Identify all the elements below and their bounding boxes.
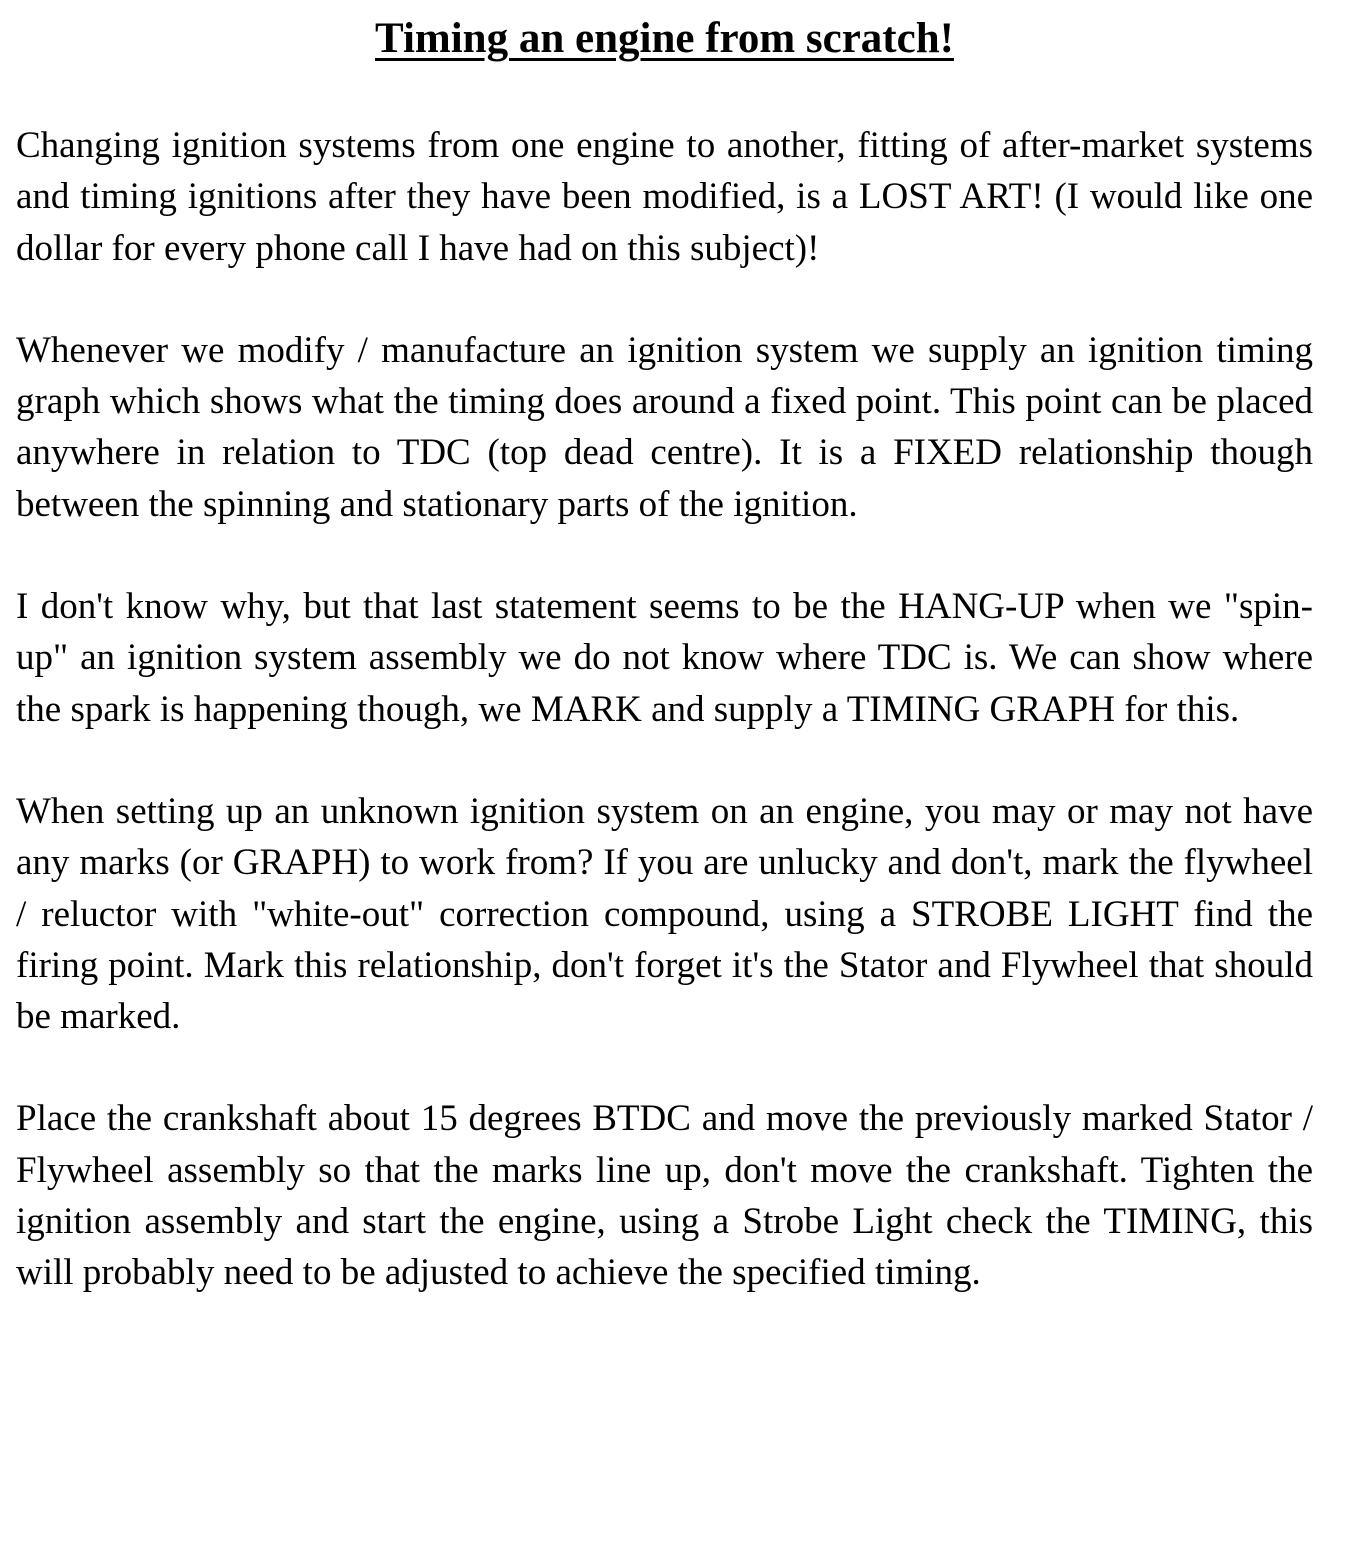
paragraph-hang-up: I don't know why, but that last statement seems to be the HANG-UP when we "spin-up" an ignition system assembly we do not know where TDC is. We can show where the spark is happening though, we MARK and supply a TIMING GRAPH for this. — [16, 586, 1313, 730]
paragraph-timing-graph: Whenever we modify / manufacture an ignition system we supply an ignition timing graph which shows what the timing does around a fixed point. This point can be placed anywhere in relation to TDC (top dead centre). It is a FIXED relationship though between the spinning and stationary parts of the ignition. — [16, 329, 1313, 525]
document-page — [16, 10, 1313, 1299]
paragraph-crankshaft-procedure: Place the crankshaft about 15 degrees BTDC and move the previously marked Stator / Flywheel assembly so that the marks line up, don't move the crankshaft. Tighten the ignition assembly and start the engine, using a Strobe Light check the TIMING, this will probably need to be adjusted to achieve the specified timing. — [16, 1098, 1313, 1294]
paragraph-lost-art: Changing ignition systems from one engine to another, fitting of after-market systems and timing ignitions after they have been modified, is a LOST ART! (I would like one dollar for every phone call I have had on this subject)! — [16, 125, 1313, 269]
paragraph-unknown-system: When setting up an unknown ignition system on an engine, you may or may not have any marks (or GRAPH) to work from? If you are unlucky and don't, mark the flywheel / reluctor with "white-out" correction compound, using a STROBE LIGHT find the firing point. Mark this relationship, don't forget it's the Stator and Flywheel that should be marked. — [16, 790, 1313, 1038]
page-title: Timing an engine from scratch! — [375, 15, 954, 62]
